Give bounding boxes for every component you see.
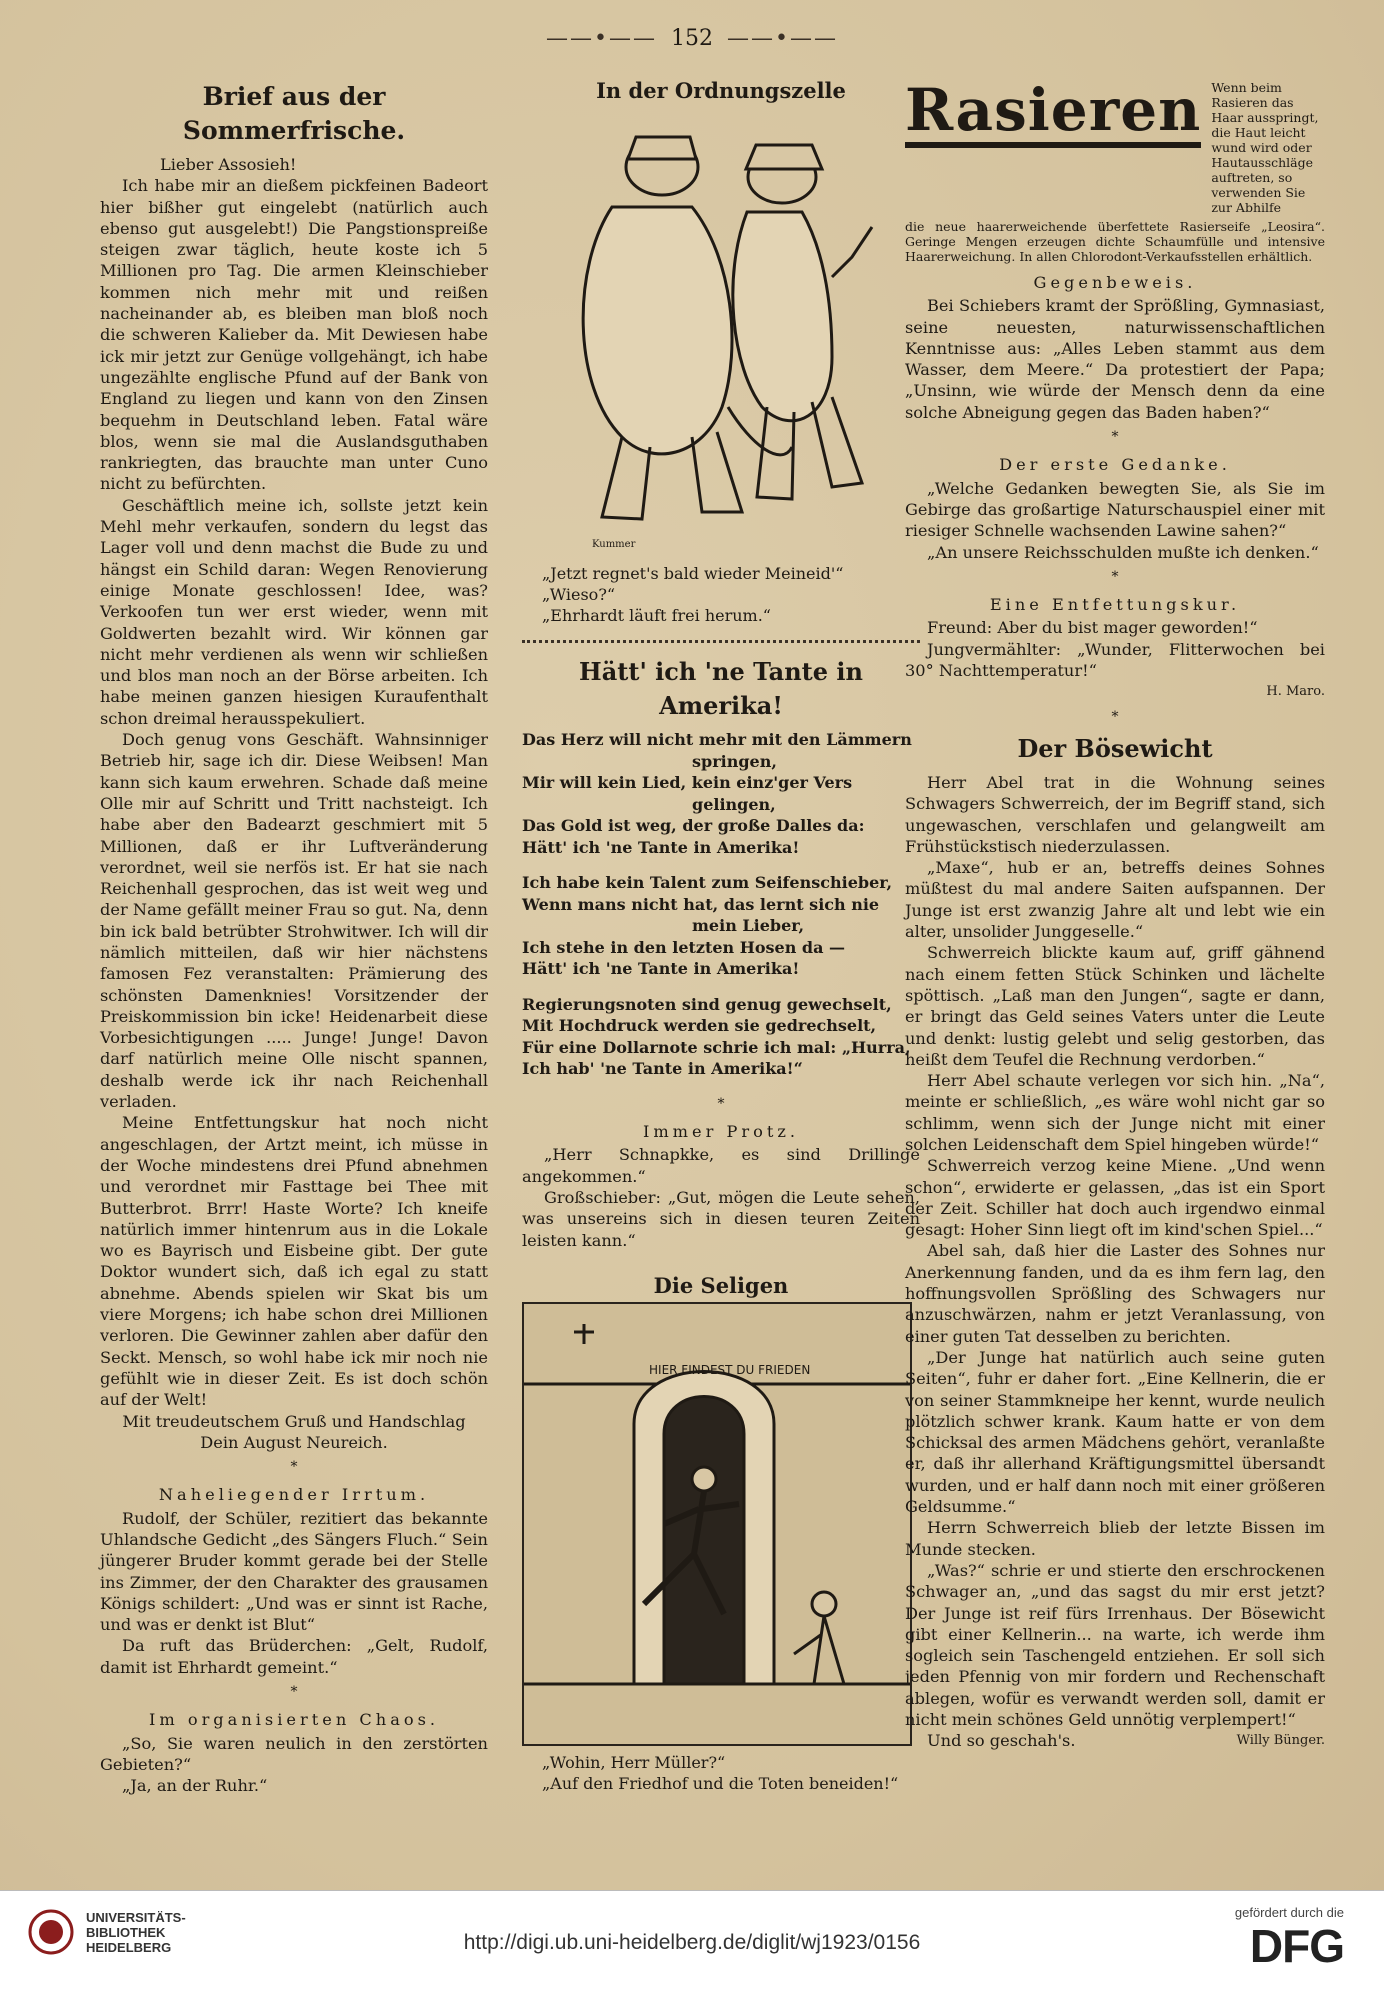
story-paragraph: Schwerreich blickte kaum auf, griff gähnend nach einem fetten Stück Schinken und lächelte spöttisch. „Laß man den Jungen“, sagte er dann, er bringt das Geld seines Vaters unter die Leute und denkt: lustig gelebt und selig gestorben, das heißt dem Teufel die Rechnung verdorben.“ (905, 943, 1325, 1069)
illustration-caption (542, 563, 920, 626)
story-paragraph: Herr Abel schaute verlegen vor sich hin. „Na“, meinte er schließlich, „es wäre wohl nicht gar so schlimm, wenn sich der Junge nicht mit einer solchen Leidenschaft dem Spiel hingeben würde!“ (905, 1071, 1325, 1154)
poem-line: Hätt' ich 'ne Tante in Amerika! (522, 959, 800, 979)
poem-stanza (522, 994, 920, 1080)
poem-line: Hätt' ich 'ne Tante in Amerika! (522, 837, 800, 857)
dfg-label: gefördert durch die (1234, 1905, 1344, 1920)
column-3 (905, 76, 1325, 1752)
poem-line: Regierungsnoten sind genug gewechselt, (522, 994, 892, 1014)
separator-star: * (1111, 708, 1119, 725)
viewer-footer (0, 1890, 1384, 1995)
joke-text: Freund: Aber du bist mager geworden!“ (927, 618, 1258, 638)
poem-line: Mir will kein Lied, kein einz'ger Vers (522, 773, 853, 793)
joke-text: Bei Schiebers kramt der Sprößling, Gymnasiast, seine neuesten, naturwissenschaftlichen Kenntnisse aus: „Alles Leben stammt aus dem Wasser, dem Meere.“ Da protestiert der Papa; „Unsinn, wie würde der Mensch denn da eine solche Abneigung gegen das Baden haben?“ (905, 296, 1325, 422)
illustration-die-seligen (522, 1302, 912, 1746)
poem-line: Mit Hochdruck werden sie gedrechselt, (522, 1016, 877, 1036)
poem-stanza (522, 729, 920, 858)
joke-title: Der erste Gedanke. (999, 455, 1231, 475)
poem-line: Ich stehe in den letzten Hosen da — (522, 937, 846, 957)
story-paragraph: „Was?“ schrie er und stierte den erschrockenen Schwager an, „und das sagst du mir erst jetzt? Der Junge ist reif fürs Irrenhaus. Der Bösewicht gibt einer Kellnerin... na warte, ich werde ihm sogleich sein Taschengeld entziehen. Er soll sich jeden Pfennig von mir fordern und Rechenschaft ablegen, wofür es verwandt werden soll, damit er nicht mein schönes Geld unnötig verplempert!“ (905, 1560, 1325, 1729)
letter-salutation: Lieber Assosieh! (160, 155, 297, 174)
caption-line: „Wieso?“ (542, 585, 616, 605)
illustration-caption (542, 1752, 920, 1794)
letter-paragraph: Geschäftlich meine ich, sollste jetzt kein Mehl mehr verkaufen, sondern du legst das Lager voll und denn machst die Bude zu und hängst ein Schild daran: Wegen Renovierung einige Monate geschlossen! Idee, was? Verkoofen tun wer erst wieder, wenn mit Goldwerten bezahlt wird. Wir können gar nicht mehr verdienen als wenn wir schließen und blos man noch an der Börse arbeiten. Ich habe meinen ganzen hiesigen Kuraufenthalt schon dreimal herausspekuliert. (100, 495, 488, 728)
ad-body: die neue haarerweichende überfettete Rasierseife „Leosira“. Geringe Mengen erzeugen dichte Schaumfülle und intensive Haarerweichung. In allen Chlorodont-Verkaufsstellen erhältlich. (905, 219, 1325, 264)
caption-line: „Wohin, Herr Müller?“ (542, 1753, 726, 1773)
svg-text:Kummer: Kummer (592, 539, 636, 551)
joke-text: Großschieber: „Gut, mögen die Leute sehen, was unsereins sich in diesen teuren Zeiten leisten kann.“ (522, 1187, 920, 1250)
poem-line: Das Herz will nicht mehr mit den Lämmern (522, 730, 912, 750)
joke-author: H. Maro. (1266, 684, 1325, 700)
separator-star: * (290, 1459, 298, 1476)
letter-paragraph: Meine Entfettungskur hat noch nicht angeschlagen, der Artzt meint, ich müsse in der Woche mindestens drei Pfund abnehmen und verordnet mir Fasttage bei Thee mit Butterbrot. Brrr! Haste Worte? Ich kneife natürlich immer hintenrum aus in die Lokale wo es Bayrisch und Eisbeine gibt. Der gute Doktor wundert sich, daß ich egal zu statt abnehme. Abends spielen wir Skat bis um viere Morgens; ich habe schon drei Millionen verloren. Die Gewinner zahlen aber dafür den Seckt. Mensch, so wohl habe ick mir noch nie gefühlt wie in dieser Zeit. Es ist doch schön auf der Welt! (100, 1113, 488, 1410)
joke-title: Gegenbeweis. (1033, 273, 1197, 292)
poem-stanza (522, 872, 920, 980)
permalink-link[interactable]: http://digi.ub.uni-heidelberg.de/diglit/wj1923/0156 (463, 1931, 921, 1954)
letter-paragraph: Doch genug vons Geschäft. Wahnsinniger Betrieb hir, sage ich dir. Diese Weibsen! Man kann sich kaum erwehren. Schade daß meine Olle mir auf Schritt und Tritt nachsteigt. Ich habe aber den Badearzt geschmiert mit 5 Millionen, daß er ihr Luftveränderung verordnet, weil sie nerfös ist. Er hat sie nach Reichenhall gesprochen, das ist weit weg und der Name gefällt meiner Frau so gut. Na, denn bin ick bald betrübter Strohwitwer. Ich will dir nämlich mitteilen, daß wir hier nächstens famosen Fez veranstalten: Prämierung des schönsten Damenknies! Vorsitzender der Preiskommission bin icke! Heidenarbeit diese Vorbesichtigungen ..... Junge! Junge! Davon darf natürlich meine Olle nischt spannen, deshalb werde ick ihr nach Reichenhall verladen. (100, 730, 488, 1112)
joke-text: Jungvermählter: „Wunder, Flitterwochen bei 30° Nachttemperatur!“ (905, 639, 1325, 681)
illustration-title: Die Seligen (653, 1272, 789, 1298)
poem-line: Für eine Dollarnote schrie ich mal: „Hurra, (522, 1037, 911, 1057)
illustration-title: In der Ordnungszelle (596, 78, 846, 103)
joke-title: Immer Protz. (642, 1122, 800, 1142)
poem-line: Das Gold ist weg, der große Dalles da: (522, 816, 865, 836)
caption-line: „Ehrhardt läuft frei herum.“ (542, 606, 771, 626)
permalink (0, 1931, 1384, 1955)
letter-title: Brief aus der Sommerfrische. (182, 82, 406, 145)
library-name-line: HEIDELBERG (86, 1939, 172, 1955)
poem-line: Wenn mans nicht hat, das lernt sich nie (522, 894, 880, 914)
story-end: Und so geschah's. (927, 1731, 1076, 1751)
library-name-line: UNIVERSITÄTS- (86, 1909, 186, 1925)
joke-title: Eine Entfettungskur. (989, 595, 1241, 615)
poem-line: springen, (692, 751, 777, 771)
ad-side-text: Wenn beim Rasieren das Haar ausspringt, die Haut leicht wund wird oder Hautausschläge auftreten, so verwenden Sie zur Abhilfe (1211, 80, 1319, 215)
letter-signature: Dein August Neureich. (200, 1432, 388, 1452)
page-number: ——•—— 152 ——•—— (546, 26, 838, 51)
joke-title: Im organisierten Chaos. (148, 1710, 440, 1730)
joke-text: „An unsere Reichsschulden mußte ich denken.“ (927, 542, 1319, 562)
story-paragraph: „Maxe“, hub er an, betreffs deines Sohnes müßtest du mal andere Saiten aufspannen. Der Junge ist erst zwanzig Jahre alt und lebt wie ein alter, unsolider Junggeselle.“ (905, 858, 1325, 942)
letter-paragraph: Ich habe mir an dießem pickfeinen Badeort hier bißher gut eingelebt (natürlich auch ebenso gut ausgelebt!) Die Pangstionspreiße steigen zwar täglich, heute koste ich 5 Millionen pro Tag. Die armen Kleinschieber kommen nich mehr mit und reißen nacheinander ab, es bleiben man bloß noch die schweren Kalieber da. Mit Dewiesen habe ick mir jetzt zur Genüge vollgehängt, ich habe ungezählte englische Pfund auf der Bank von England zu liegen und kann von den Zinsen bequehm in Deutschland leben. Fatal wäre blos, wenn sie mal die Auslandsguthaben rankriegten, das brauchte man unter Cuno nicht zu befürchten. (100, 176, 488, 494)
joke-text: Da ruft das Brüderchen: „Gelt, Rudolf, damit ist Ehrhardt gemeint.“ (100, 1636, 488, 1677)
dotted-divider (522, 640, 920, 643)
separator-star: * (717, 1095, 725, 1112)
story-paragraph: „Der Junge hat natürlich auch seine guten Seiten“, fuhr er daher fort. „Eine Kellnerin, die er von seiner Stammkneipe her kennt, wurde neulich plötzlich schwer krank. Kaum hatte er von dem Schicksal des armen Mädchens gehört, veranlaßte er, daß ihr allerhand Kräftigungsmittel übersandt wurden, und er half dann noch mit einer größeren Geldsumme.“ (905, 1347, 1325, 1517)
joke-text: „Welche Gedanken bewegten Sie, als Sie im Gebirge das großartige Naturschauspiel einer mit riesiger Schnelle wachsenden Lawine sahen?“ (905, 478, 1325, 541)
story-author: Willy Bünger. (1236, 1733, 1325, 1749)
joke-title: Naheliegender Irrtum. (158, 1485, 430, 1505)
letter-closing: Mit treudeutschem Gruß und Handschlag (122, 1411, 466, 1431)
separator-star: * (290, 1684, 298, 1701)
story-paragraph: Abel sah, daß hier die Laster des Sohnes nur Anerkennung fanden, und da es ihm fern lag, den hoffnungsvollen Sprößling des Schwagers nur anzuschwärzen, nahm er jetzt Veranlassung, von einer guten Tat desselben zu berichten. (905, 1241, 1325, 1346)
column-1 (100, 80, 488, 1797)
story-end-row (905, 1730, 1325, 1751)
story-title: Der Bösewicht (1017, 733, 1213, 763)
column-2 (522, 80, 920, 1794)
joke-text: „Ja, an der Ruhr.“ (122, 1776, 268, 1796)
illustration-ordnungszelle (522, 107, 920, 557)
poem-title: Hätt' ich 'ne Tante in Amerika! (579, 657, 863, 721)
dfg-logo: DFG (1249, 1920, 1344, 1972)
story-paragraph: Herr Abel trat in die Wohnung seines Schwagers Schwerreich, der im Begriff stand, sich ungewaschen, verschlafen und gelangweilt am Frühstückstisch niederzulassen. (905, 772, 1325, 856)
joke-text: „So, Sie waren neulich in den zerstörten Gebieten?“ (100, 1733, 488, 1774)
story-paragraph: Herrn Schwerreich blieb der letzte Bissen im Munde stecken. (905, 1518, 1325, 1559)
library-name-line: BIBLIOTHEK (86, 1924, 166, 1940)
joke-text: Rudolf, der Schüler, rezitiert das bekannte Uhlandsche Gedicht „des Sängers Fluch.“ Sein jüngerer Bruder kommt gerade bei der Stelle ins Zimmer, der den Charakter des grausamen Königs schildert: „Und was er sinnt ist Rache, und was er denkt ist Blut“ (100, 1508, 488, 1635)
poem-line: mein Lieber, (692, 916, 805, 936)
ad-headline: Rasieren (905, 80, 1201, 148)
poem-line: Ich hab' 'ne Tante in Amerika!“ (522, 1059, 803, 1079)
poem (522, 729, 920, 1080)
story-paragraph: Schwerreich verzog keine Miene. „Und wenn schon“, erwiderte er gelassen, „das ist ein Sport der Zeit. Schiller hat doch auch irgendwo einmal gesagt: Hoher Sinn liegt oft im kind'schen Spiel...“ (905, 1156, 1325, 1240)
separator-star: * (1111, 568, 1119, 585)
separator-star: * (1111, 429, 1119, 446)
svg-text:HIER FINDEST DU FRIEDEN: HIER FINDEST DU FRIEDEN (649, 1363, 811, 1378)
poem-line: Ich habe kein Talent zum Seifenschieber, (522, 873, 893, 893)
caption-line: „Jetzt regnet's bald wieder Meineid'“ (542, 564, 844, 584)
advertisement (905, 76, 1325, 215)
cartoon-cemetery-gate-icon (524, 1304, 910, 1744)
dfg-sponsor[interactable] (1235, 1905, 1344, 1972)
caption-line: „Auf den Friedhof und die Toten beneiden!“ (542, 1774, 899, 1794)
poem-line: gelingen, (692, 794, 776, 814)
cartoon-two-men-icon (532, 107, 892, 557)
joke-text: „Herr Schnapkke, es sind Drillinge angekommen.“ (522, 1145, 920, 1186)
